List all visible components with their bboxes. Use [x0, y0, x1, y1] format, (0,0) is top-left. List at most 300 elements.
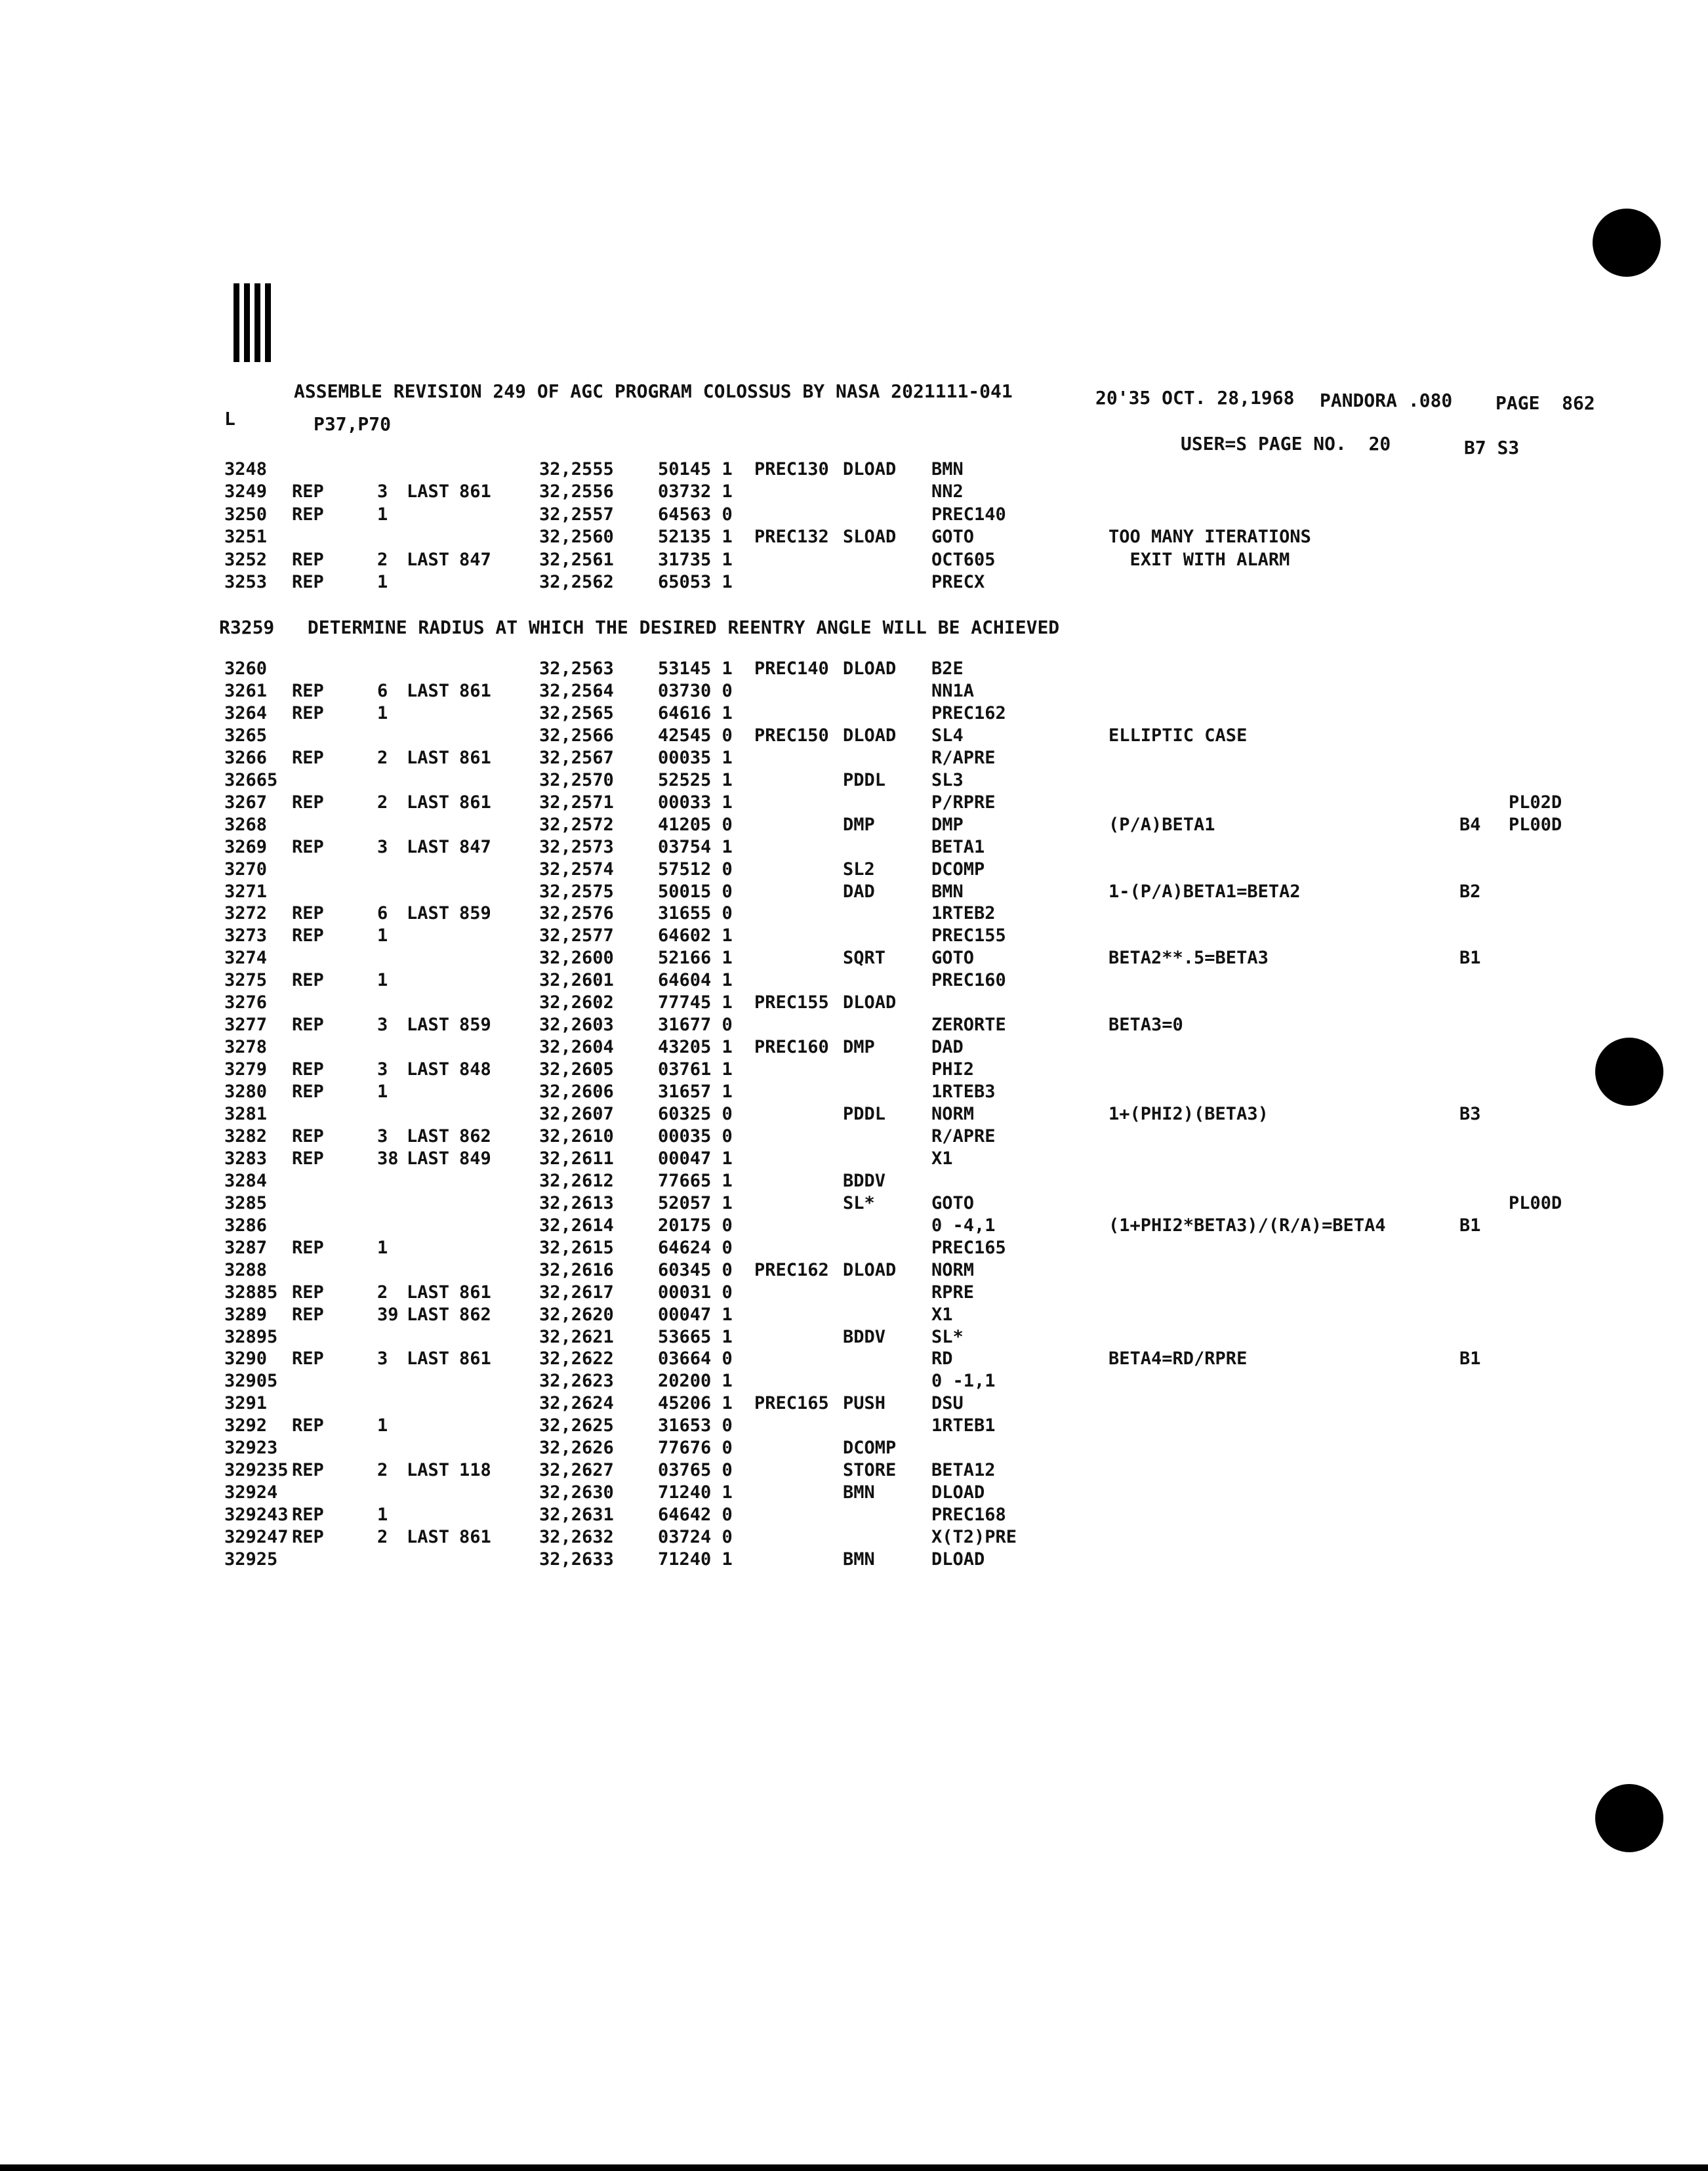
listing-row	[0, 925, 1708, 948]
cell-last: LAST	[407, 1349, 450, 1370]
page-number: PAGE 862	[1495, 392, 1595, 414]
cell-oct: 52525 1	[658, 769, 733, 790]
cell-oct: 45206 1	[658, 1393, 733, 1414]
cell-opd: ZERORTE	[931, 1015, 1006, 1036]
cell-loc: 3275	[224, 970, 268, 991]
cell-addr: 32,2564	[539, 680, 614, 701]
cell-oct: 42545 0	[658, 725, 733, 746]
listing-row	[0, 550, 1708, 572]
listing-row	[0, 1193, 1708, 1215]
cell-loc: 3276	[224, 992, 268, 1013]
cell-loc: 3278	[224, 1037, 268, 1058]
cell-loc: 3288	[224, 1259, 268, 1280]
cell-oct: 43205 1	[658, 1037, 733, 1058]
cell-op: DMP	[843, 814, 875, 835]
cell-addr: 32,2557	[539, 504, 614, 525]
cell-rn: 39	[377, 1304, 399, 1325]
cell-op: DAD	[843, 881, 875, 902]
cell-oct: 53145 1	[658, 659, 733, 679]
cell-rep: REP	[292, 1015, 324, 1036]
cell-oct: 00047 1	[658, 1304, 733, 1325]
cell-cmt: ELLIPTIC CASE	[1108, 725, 1248, 746]
cell-addr: 32,2610	[539, 1126, 614, 1146]
cell-addr: 32,2604	[539, 1037, 614, 1058]
cell-addr: 32,2627	[539, 1460, 614, 1481]
cell-rep: REP	[292, 792, 324, 813]
listing-row	[0, 1148, 1708, 1171]
cell-addr: 32,2633	[539, 1549, 614, 1570]
cell-oct: 03730 0	[658, 680, 733, 701]
cell-op: DLOAD	[843, 725, 897, 746]
cell-loc: 3261	[224, 680, 268, 701]
cell-cmt: (P/A)BETA1	[1108, 814, 1215, 835]
cell-addr: 32,2573	[539, 836, 614, 857]
cell-op: PDDL	[843, 1104, 886, 1124]
cell-oct: 52135 1	[658, 527, 733, 548]
cell-opd: SL3	[931, 769, 964, 790]
cell-addr: 32,2561	[539, 549, 614, 570]
listing-row	[0, 1460, 1708, 1482]
cell-loc: 329235	[224, 1460, 289, 1481]
cell-loc: 3273	[224, 925, 268, 946]
cell-oct: 41205 0	[658, 814, 733, 835]
cell-addr: 32,2623	[539, 1371, 614, 1392]
cell-addr: 32,2574	[539, 859, 614, 880]
cell-addr: 32,2601	[539, 970, 614, 991]
cell-ln: 859	[459, 903, 491, 924]
cell-rep: REP	[292, 504, 324, 525]
cell-rn: 1	[377, 702, 388, 723]
cell-addr: 32,2600	[539, 948, 614, 969]
cell-loc: 32905	[224, 1371, 278, 1392]
cell-oct: 64563 0	[658, 504, 733, 525]
cell-loc: 3274	[224, 948, 268, 969]
cell-opd: NN1A	[931, 680, 975, 701]
listing-row	[0, 1305, 1708, 1327]
cell-opd: DLOAD	[931, 1549, 985, 1570]
cell-sub: B1	[1459, 1215, 1481, 1236]
cell-lab: PREC155	[754, 992, 829, 1013]
cell-op: BDDV	[843, 1170, 886, 1191]
cell-rn: 6	[377, 903, 388, 924]
cell-loc: 3267	[224, 792, 268, 813]
cell-loc: 3249	[224, 481, 268, 502]
cell-addr: 32,2567	[539, 747, 614, 768]
cell-oct: 03724 0	[658, 1527, 733, 1548]
cell-opd: BMN	[931, 881, 964, 902]
cell-op: DLOAD	[843, 659, 897, 679]
cell-rn: 1	[377, 572, 388, 592]
cell-last: LAST	[407, 1015, 450, 1036]
cell-rep: REP	[292, 1082, 324, 1103]
cell-oct: 31735 1	[658, 549, 733, 570]
listing-row	[0, 837, 1708, 859]
cell-sub: B3	[1459, 1104, 1481, 1124]
cell-oct: 03754 1	[658, 836, 733, 857]
listing-row	[0, 1349, 1708, 1371]
punch-hole-bottom	[1595, 1784, 1663, 1852]
cell-op: DLOAD	[843, 1259, 897, 1280]
cell-ln: 859	[459, 1015, 491, 1036]
listing-row	[0, 792, 1708, 815]
cell-op: SL*	[843, 1192, 875, 1213]
cell-last: LAST	[407, 836, 450, 857]
cell-opd: DCOMP	[931, 859, 985, 880]
cell-loc: 32895	[224, 1326, 278, 1347]
listing-row	[0, 1260, 1708, 1282]
cell-loc: 3283	[224, 1148, 268, 1169]
section-label: P37,P70	[314, 413, 392, 435]
cell-opd: PHI2	[931, 1059, 975, 1080]
cell-oct: 52057 1	[658, 1192, 733, 1213]
cell-opd: PREC140	[931, 504, 1006, 525]
cell-op: DLOAD	[843, 459, 897, 479]
cell-rn: 2	[377, 747, 388, 768]
cell-addr: 32,2556	[539, 481, 614, 502]
cell-lab: PREC160	[754, 1037, 829, 1058]
cell-opd: RPRE	[931, 1282, 975, 1303]
cell-op: PUSH	[843, 1393, 886, 1414]
listing-row	[0, 1393, 1708, 1415]
listing-row	[0, 527, 1708, 549]
cell-oct: 64616 1	[658, 702, 733, 723]
listing-row	[0, 770, 1708, 792]
cell-addr: 32,2632	[539, 1527, 614, 1548]
cell-loc: 3271	[224, 881, 268, 902]
cell-addr: 32,2615	[539, 1237, 614, 1258]
cell-addr: 32,2620	[539, 1304, 614, 1325]
cell-ln: 861	[459, 747, 491, 768]
cell-addr: 32,2603	[539, 1015, 614, 1036]
cell-cmt: TOO MANY ITERATIONS	[1108, 527, 1311, 548]
cell-op: SLOAD	[843, 527, 897, 548]
cell-opd: NORM	[931, 1259, 975, 1280]
listing-row	[0, 725, 1708, 748]
cell-opd: 1RTEB2	[931, 903, 996, 924]
cell-last: LAST	[407, 1126, 450, 1146]
cell-rep: REP	[292, 836, 324, 857]
listing-row	[0, 748, 1708, 770]
listing-row	[0, 1438, 1708, 1460]
cell-last: LAST	[407, 1460, 450, 1481]
cell-loc: 3286	[224, 1215, 268, 1236]
listing-row	[0, 1037, 1708, 1059]
listing-row	[0, 459, 1708, 481]
cell-cmt: (1+PHI2*BETA3)/(R/A)=BETA4	[1108, 1215, 1386, 1236]
listing-row	[0, 992, 1708, 1015]
cell-rn: 1	[377, 1237, 388, 1258]
cell-ln: 861	[459, 1527, 491, 1548]
cell-loc: 3289	[224, 1304, 268, 1325]
cell-rep: REP	[292, 1460, 324, 1481]
listing-row	[0, 1059, 1708, 1082]
cell-rep: REP	[292, 1148, 324, 1169]
cell-cmt: BETA4=RD/RPRE	[1108, 1349, 1248, 1370]
listing-row	[0, 1527, 1708, 1549]
cell-loc: 3287	[224, 1237, 268, 1258]
cell-op: DMP	[843, 1037, 875, 1058]
cell-op: STORE	[843, 1460, 897, 1481]
cell-rn: 3	[377, 1126, 388, 1146]
cell-op: SQRT	[843, 948, 886, 969]
cell-addr: 32,2555	[539, 459, 614, 479]
cell-addr: 32,2605	[539, 1059, 614, 1080]
cell-opd: GOTO	[931, 1192, 975, 1213]
cell-lab: PREC162	[754, 1259, 829, 1280]
cell-oct: 57512 0	[658, 859, 733, 880]
cell-loc: 329243	[224, 1505, 289, 1526]
cell-oct: 03732 1	[658, 481, 733, 502]
cell-addr: 32,2576	[539, 903, 614, 924]
cell-lab: PREC150	[754, 725, 829, 746]
cell-rn: 1	[377, 1505, 388, 1526]
cell-ln: 848	[459, 1059, 491, 1080]
cell-addr: 32,2606	[539, 1082, 614, 1103]
cell-addr: 32,2612	[539, 1170, 614, 1191]
cell-rep: REP	[292, 925, 324, 946]
print-bar-1	[234, 283, 239, 362]
cell-rn: 1	[377, 925, 388, 946]
cell-oct: 31657 1	[658, 1082, 733, 1103]
cell-last: LAST	[407, 481, 450, 502]
assembly-datetime: 20'35 OCT. 28,1968	[1095, 387, 1295, 409]
cell-addr: 32,2575	[539, 881, 614, 902]
cell-rn: 2	[377, 792, 388, 813]
cell-loc: 3270	[224, 859, 268, 880]
cell-addr: 32,2613	[539, 1192, 614, 1213]
cell-opd: 0 -1,1	[931, 1371, 996, 1392]
listing-row	[0, 1282, 1708, 1305]
cell-oct: 64602 1	[658, 925, 733, 946]
cell-addr: 32,2617	[539, 1282, 614, 1303]
cell-opd: B2E	[931, 659, 964, 679]
user-page-number: USER=S PAGE NO. 20	[1181, 433, 1391, 455]
cell-lab: PREC130	[754, 459, 829, 479]
cell-cmt: EXIT WITH ALARM	[1108, 549, 1290, 570]
cell-loc: 3292	[224, 1415, 268, 1436]
cell-sub: B1	[1459, 948, 1481, 969]
listing-row	[0, 681, 1708, 703]
cell-addr: 32,2570	[539, 769, 614, 790]
cell-oct: 03765 0	[658, 1460, 733, 1481]
cell-opd: BMN	[931, 459, 964, 479]
cell-loc: 3280	[224, 1082, 268, 1103]
cell-rn: 2	[377, 1460, 388, 1481]
cell-rep: REP	[292, 1505, 324, 1526]
cell-opd: 1RTEB3	[931, 1082, 996, 1103]
cell-opd: X1	[931, 1304, 953, 1325]
print-bar-3	[254, 283, 260, 362]
cell-loc: 3264	[224, 702, 268, 723]
cell-opd: X(T2)PRE	[931, 1527, 1017, 1548]
cell-addr: 32,2566	[539, 725, 614, 746]
cell-opd: GOTO	[931, 527, 975, 548]
cell-oct: 00047 1	[658, 1148, 733, 1169]
cell-ln: 861	[459, 680, 491, 701]
cell-addr: 32,2614	[539, 1215, 614, 1236]
cell-opd: BETA12	[931, 1460, 996, 1481]
cell-opd: PREC165	[931, 1237, 1006, 1258]
cell-oct: 50145 1	[658, 459, 733, 479]
cell-addr: 32,2572	[539, 814, 614, 835]
cell-loc: 3272	[224, 903, 268, 924]
listing-row	[0, 903, 1708, 925]
cell-oct: 31655 0	[658, 903, 733, 924]
cell-rep: REP	[292, 1527, 324, 1548]
listing-row	[0, 882, 1708, 904]
listing-row	[0, 1549, 1708, 1572]
cell-ln: 861	[459, 1349, 491, 1370]
cell-rep: REP	[292, 1349, 324, 1370]
cell-loc: 32924	[224, 1482, 278, 1503]
cell-addr: 32,2622	[539, 1349, 614, 1370]
listing-row	[0, 1015, 1708, 1037]
cell-oct: 00033 1	[658, 792, 733, 813]
cell-op: SL2	[843, 859, 875, 880]
cell-cmt: 1+(PHI2)(BETA3)	[1108, 1104, 1269, 1124]
cell-loc: 3281	[224, 1104, 268, 1124]
cell-oct: 00035 0	[658, 1126, 733, 1146]
cell-opd: NORM	[931, 1104, 975, 1124]
listing-row	[0, 948, 1708, 970]
cell-tag: PL00D	[1509, 814, 1562, 835]
cell-rep: REP	[292, 1415, 324, 1436]
cell-ln: 862	[459, 1304, 491, 1325]
cell-addr: 32,2602	[539, 992, 614, 1013]
cell-oct: 77676 0	[658, 1438, 733, 1459]
cell-opd: RD	[931, 1349, 953, 1370]
cell-rep: REP	[292, 1304, 324, 1325]
cell-opd: X1	[931, 1148, 953, 1169]
assembly-pandora: PANDORA .080	[1320, 390, 1453, 411]
cell-loc: 3284	[224, 1170, 268, 1191]
cell-opd: DMP	[931, 814, 964, 835]
cell-oct: 64624 0	[658, 1237, 733, 1258]
cell-oct: 65053 1	[658, 572, 733, 592]
cell-loc: 3266	[224, 747, 268, 768]
cell-oct: 64604 1	[658, 970, 733, 991]
cell-loc: 3291	[224, 1393, 268, 1414]
listing-row	[0, 1482, 1708, 1505]
cell-loc: 3268	[224, 814, 268, 835]
print-bar-4	[265, 283, 271, 362]
cell-loc: 3282	[224, 1126, 268, 1146]
cell-loc: 3252	[224, 549, 268, 570]
cell-loc: 3265	[224, 725, 268, 746]
cell-last: LAST	[407, 792, 450, 813]
cell-addr: 32,2560	[539, 527, 614, 548]
cell-oct: 64642 0	[658, 1505, 733, 1526]
cell-sub: B2	[1459, 881, 1481, 902]
cell-addr: 32,2565	[539, 702, 614, 723]
cell-loc: 3285	[224, 1192, 268, 1213]
cell-cmt: 1-(P/A)BETA1=BETA2	[1108, 881, 1301, 902]
cell-oct: 71240 1	[658, 1549, 733, 1570]
listing-row	[0, 815, 1708, 837]
cell-ln: 118	[459, 1460, 491, 1481]
cell-rep: REP	[292, 970, 324, 991]
cell-addr: 32,2616	[539, 1259, 614, 1280]
cell-opd: 1RTEB1	[931, 1415, 996, 1436]
cell-loc: 329247	[224, 1527, 289, 1548]
cell-sub: B4	[1459, 814, 1481, 835]
cell-rep: REP	[292, 702, 324, 723]
cell-rn: 3	[377, 481, 388, 502]
cell-opd: PRECX	[931, 572, 985, 592]
cell-loc: 32665	[224, 769, 278, 790]
bottom-edge	[0, 2164, 1708, 2171]
cell-opd: PREC160	[931, 970, 1006, 991]
cell-rep: REP	[292, 1059, 324, 1080]
cell-loc: 3277	[224, 1015, 268, 1036]
cell-loc: 3279	[224, 1059, 268, 1080]
cell-tag: PL00D	[1509, 1192, 1562, 1213]
listing-row	[0, 481, 1708, 504]
cell-rn: 2	[377, 1282, 388, 1303]
cell-addr: 32,2626	[539, 1438, 614, 1459]
cell-opd: DLOAD	[931, 1482, 985, 1503]
cell-rn: 3	[377, 1349, 388, 1370]
cell-opd: PREC162	[931, 702, 1006, 723]
cell-rep: REP	[292, 549, 324, 570]
cell-loc: 3250	[224, 504, 268, 525]
cell-rep: REP	[292, 481, 324, 502]
cell-rn: 1	[377, 970, 388, 991]
cell-oct: 03761 1	[658, 1059, 733, 1080]
cell-cmt: BETA2**.5=BETA3	[1108, 948, 1269, 969]
listing-row	[0, 1371, 1708, 1393]
listing-row	[0, 1104, 1708, 1126]
cell-opd: P/RPRE	[931, 792, 996, 813]
listing-row	[0, 970, 1708, 992]
cell-last: LAST	[407, 1527, 450, 1548]
cell-addr: 32,2624	[539, 1393, 614, 1414]
cell-opd: SL*	[931, 1326, 964, 1347]
cell-op: PDDL	[843, 769, 886, 790]
cell-oct: 00035 1	[658, 747, 733, 768]
cell-oct: 53665 1	[658, 1326, 733, 1347]
cell-ln: 849	[459, 1148, 491, 1169]
cell-rep: REP	[292, 747, 324, 768]
cell-opd: SL4	[931, 725, 964, 746]
page-marker: L	[224, 408, 235, 430]
cell-oct: 77665 1	[658, 1170, 733, 1191]
cell-last: LAST	[407, 1282, 450, 1303]
cell-ln: 861	[459, 1282, 491, 1303]
assembly-title: ASSEMBLE REVISION 249 OF AGC PROGRAM COLOSSUS BY NASA 2021111-041	[294, 380, 1013, 402]
cell-opd: OCT605	[931, 549, 996, 570]
cell-addr: 32,2562	[539, 572, 614, 592]
cell-addr: 32,2571	[539, 792, 614, 813]
cell-opd: PREC155	[931, 925, 1006, 946]
listing-row	[0, 1126, 1708, 1148]
cell-loc: 3269	[224, 836, 268, 857]
listing-row	[0, 504, 1708, 527]
cell-rn: 3	[377, 836, 388, 857]
cell-opd: DAD	[931, 1037, 964, 1058]
cell-last: LAST	[407, 680, 450, 701]
cell-loc: 3253	[224, 572, 268, 592]
listing-row	[0, 1505, 1708, 1527]
cell-opd: NN2	[931, 481, 964, 502]
cell-oct: 31677 0	[658, 1015, 733, 1036]
cell-rn: 3	[377, 1059, 388, 1080]
listing-row	[0, 1238, 1708, 1260]
listing-row	[0, 572, 1708, 594]
cell-oct: 50015 0	[658, 881, 733, 902]
cell-op: DCOMP	[843, 1438, 897, 1459]
cell-addr: 32,2607	[539, 1104, 614, 1124]
